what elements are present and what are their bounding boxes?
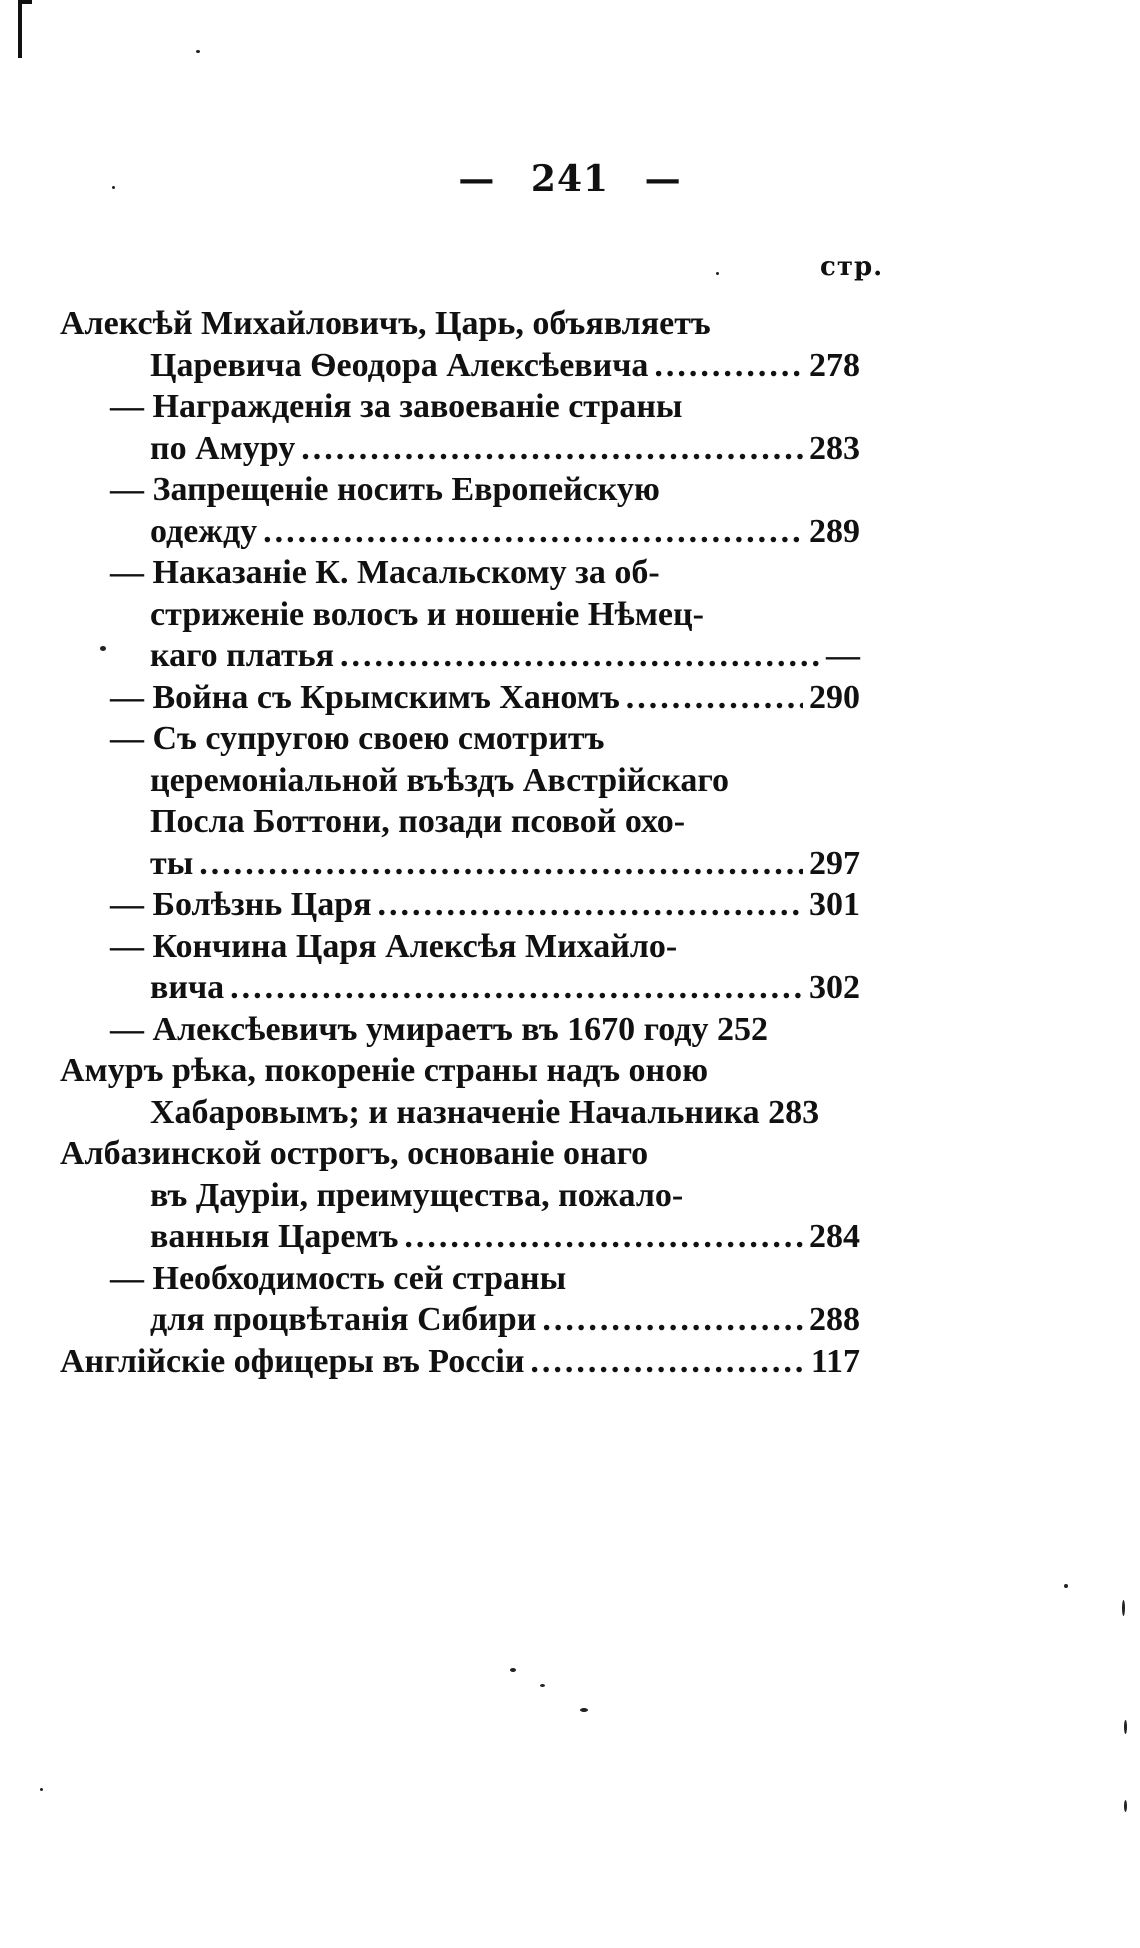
dot-leader (626, 674, 803, 722)
page-number: 241 (530, 158, 610, 200)
entry-page-number: — (826, 637, 860, 674)
scan-speck (540, 1684, 545, 1687)
entry-text: Англійскіе офицеры въ Россіи (60, 1342, 525, 1380)
entry-page-number: 278 (809, 346, 860, 384)
index-text-line: Алексѣй Михайловичъ, Царь, объявляетъ (60, 305, 711, 342)
page-column-label: стр. (820, 252, 884, 282)
entry-page-number: 297 (809, 844, 860, 882)
entry-text: — Болѣзнь Царя (110, 886, 372, 923)
index-text-line: Албазинской острогъ, основаніе онаго (60, 1135, 649, 1172)
entry-text: вича (150, 969, 225, 1006)
scan-speck (112, 186, 115, 189)
index-text-line: — Наказаніе К. Масальскому за об- (110, 554, 660, 591)
entry-page-number: 290 (809, 678, 860, 716)
index-text-line: — Алексѣевичъ умираетъ въ 1670 году 252 (110, 1010, 768, 1048)
index-text-line: стриженіе волосъ и ношеніе Нѣмец- (150, 595, 704, 633)
scan-speck (1124, 1720, 1127, 1734)
entry-text: ты (150, 844, 194, 882)
entry-page-number: 117 (810, 1342, 860, 1380)
index-text-line: — Съ супругою своею смотритъ (110, 720, 605, 757)
entry-text: Царевича Ѳеодора Алексѣевича (150, 346, 649, 384)
entry-page-number: 288 (809, 1301, 860, 1338)
index-text-line: — Награжденія за завоеваніе страны (110, 388, 683, 425)
scan-speck (510, 1668, 516, 1672)
page-header (0, 158, 1140, 200)
index-text-line: — Запрещеніе носить Европейскую (110, 471, 660, 508)
entry-page-number: 283 (809, 429, 860, 467)
entry-text: одежду (150, 512, 258, 550)
corner-print-mark-horizontal (18, 0, 32, 4)
index-text-line: церемоніальной въѣздъ Австрійскаго (150, 761, 730, 799)
index-text-line: Хабаровымъ; и назначеніе Начальника 283 (150, 1093, 820, 1131)
entry-page-number: 301 (809, 886, 860, 923)
scan-speck (716, 272, 719, 275)
index-text-line: — Необходимость сей страны (110, 1259, 567, 1297)
entry-text: по Амуру (150, 429, 296, 467)
dot-leader (530, 1338, 804, 1386)
index-entry-line (60, 1338, 860, 1386)
entry-text: — Война съ Крымскимъ Ханомъ (110, 678, 620, 716)
entry-text: ванныя Царемъ (150, 1218, 399, 1255)
entry-page-number: 289 (809, 512, 860, 550)
index-text-line: въ Дауріи, преимущества, пожало- (150, 1176, 684, 1214)
scan-speck (40, 1788, 43, 1791)
header-dash-right: — (644, 158, 682, 200)
scan-speck (1064, 1584, 1068, 1588)
scan-speck (580, 1708, 588, 1712)
scan-speck (100, 646, 106, 651)
index-text-line: — Кончина Царя Алексѣя Михайло- (110, 927, 678, 965)
entry-page-number: 302 (809, 969, 860, 1006)
scan-speck (1122, 1600, 1125, 1616)
index-text-line: Посла Боттони, позади псовой охо- (150, 803, 686, 840)
entry-page-number: 284 (809, 1218, 860, 1255)
index-text-line: Амуръ рѣка, покореніе страны надъ оною (60, 1052, 709, 1089)
entry-text: для процвѣтанія Сибири (150, 1301, 537, 1338)
scan-speck (196, 50, 200, 53)
scan-speck (1124, 1800, 1127, 1812)
entry-text: каго платья (150, 637, 335, 674)
header-dash-left: — (458, 158, 496, 200)
corner-print-mark (18, 0, 22, 58)
